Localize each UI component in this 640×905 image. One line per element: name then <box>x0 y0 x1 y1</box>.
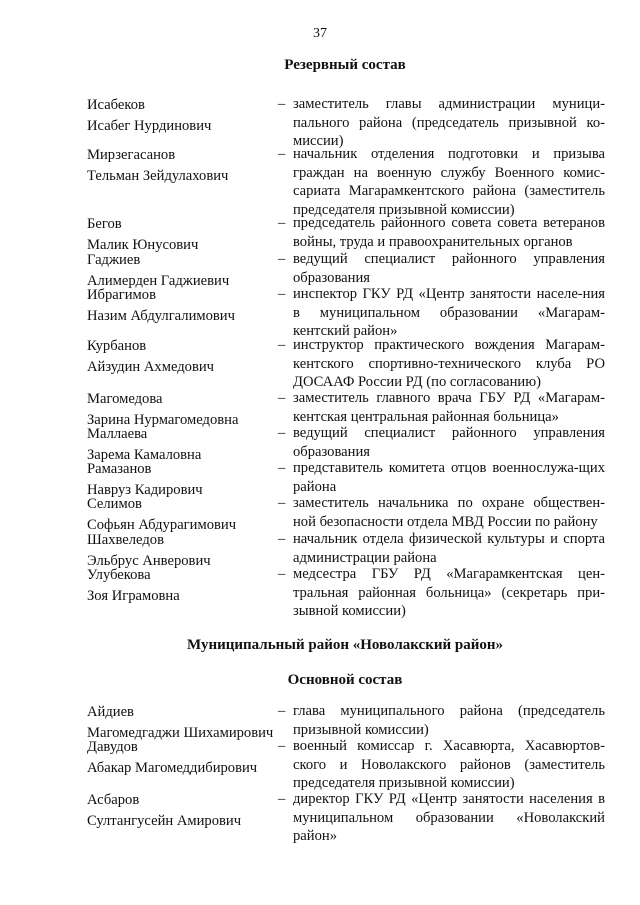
member-surname: Давудов <box>87 739 138 755</box>
member-position: медсестра ГБУ РД «Магарамкентская цен-тральная районная больница» (секретарь при-зывной комиссии) <box>293 566 605 620</box>
member-given-name: Магомедгаджи Шихамирович <box>87 724 274 741</box>
member-name <box>87 145 287 186</box>
entry-dash: – <box>278 146 286 162</box>
member-given-name: Зарина Нурмагомедовна <box>87 411 239 428</box>
district-heading: Муниципальный район «Новолакский район» <box>186 637 504 653</box>
member-surname: Ибрагимов <box>87 287 156 303</box>
member-surname: Рамазанов <box>87 461 152 477</box>
entry-dash: – <box>278 96 286 112</box>
member-given-name: Малик Юнусович <box>87 236 199 253</box>
entry-dash: – <box>278 703 286 719</box>
section-heading-reserve: Резервный состав <box>284 57 406 73</box>
member-given-name: Абакар Магомеддибирович <box>87 759 258 776</box>
member-position: военный комиссар г. Хасавюрта, Хасавюртов-ского и Новолакского районов (заместитель председателя призывной комиссии) <box>293 738 605 792</box>
member-position: заместитель главы администрации муници-пального района (председатель призывной ко-миссии) <box>293 96 605 150</box>
member-given-name: Алимерден Гаджиевич <box>87 272 230 289</box>
member-surname: Шахвеледов <box>87 532 164 548</box>
member-given-name: Айзудин Ахмедович <box>87 358 214 375</box>
entry-dash: – <box>278 286 286 302</box>
member-surname: Мирзегасанов <box>87 147 176 163</box>
member-given-name: Султангусейн Амирович <box>87 812 242 829</box>
member-position: заместитель начальника по охране обществен-ной безопасности отдела МВД России по району <box>293 495 605 530</box>
entry-dash: – <box>278 390 286 406</box>
member-position: начальник отделения подготовки и призыва граждан на военную службу Военного комис-сариата Магарамкентского района (заместитель председателя призывной комиссии) <box>293 146 605 218</box>
member-position: заместитель главного врача ГБУ РД «Магарам-кентская центральная районная больница» <box>293 390 605 425</box>
member-surname: Гаджиев <box>87 252 141 268</box>
member-given-name: Эльбрус Анверович <box>87 552 211 569</box>
member-surname: Курбанов <box>87 338 147 354</box>
member-position: директор ГКУ РД «Центр занятости населения в муниципальном образовании «Новолакский район» <box>293 791 605 845</box>
member-given-name: Зоя Играмовна <box>87 587 180 604</box>
member-position: ведущий специалист районного управления образования <box>293 425 605 460</box>
member-name <box>87 790 287 831</box>
member-name <box>87 95 287 136</box>
member-surname: Асбаров <box>87 792 140 808</box>
member-position: ведущий специалист районного управления образования <box>293 251 605 286</box>
member-name <box>87 336 287 377</box>
entry-dash: – <box>278 495 286 511</box>
member-surname: Исабеков <box>87 97 145 113</box>
member-position: представитель комитета отцов военнослужа-щих района <box>293 460 605 495</box>
member-position: председатель районного совета совета ветеранов войны, труда и правоохранительных органов <box>293 215 605 250</box>
member-given-name: Зарема Камаловна <box>87 446 202 463</box>
member-name <box>87 214 287 255</box>
entry-dash: – <box>278 566 286 582</box>
entry-dash: – <box>278 337 286 353</box>
member-surname: Маллаева <box>87 426 148 442</box>
entry-dash: – <box>278 215 286 231</box>
member-position: глава муниципального района (председатель призывной комиссии) <box>293 703 605 738</box>
section-heading-main: Основной состав <box>287 672 403 688</box>
entry-dash: – <box>278 251 286 267</box>
member-given-name: Назим Абдулгалимович <box>87 307 235 324</box>
entry-dash: – <box>278 531 286 547</box>
entry-dash: – <box>278 425 286 441</box>
member-given-name: Софьян Абдурагимович <box>87 516 237 533</box>
member-position: начальник отдела физической культуры и спорта администрации района <box>293 531 605 566</box>
member-given-name: Навруз Кадирович <box>87 481 203 498</box>
member-surname: Магомедова <box>87 391 163 407</box>
member-surname: Бегов <box>87 216 122 232</box>
page-number: 37 <box>313 26 327 41</box>
member-position: инспектор ГКУ РД «Центр занятости населе-ния в муниципальном образовании «Магарам-кентский район» <box>293 286 605 340</box>
member-name <box>87 565 287 606</box>
member-given-name: Исабег Нурдинович <box>87 117 212 134</box>
member-name <box>87 737 287 778</box>
member-name <box>87 285 287 326</box>
member-name <box>87 494 287 535</box>
entry-dash: – <box>278 738 286 754</box>
member-surname: Селимов <box>87 496 142 512</box>
entry-dash: – <box>278 460 286 476</box>
member-surname: Улубекова <box>87 567 151 583</box>
member-given-name: Тельман Зейдулахович <box>87 167 229 184</box>
member-position: инструктор практического вождения Магарам-кентского спортивно-технического клуба РО ДОСААФ России РД (по согласованию) <box>293 337 605 391</box>
entry-dash: – <box>278 791 286 807</box>
member-surname: Айдиев <box>87 704 134 720</box>
